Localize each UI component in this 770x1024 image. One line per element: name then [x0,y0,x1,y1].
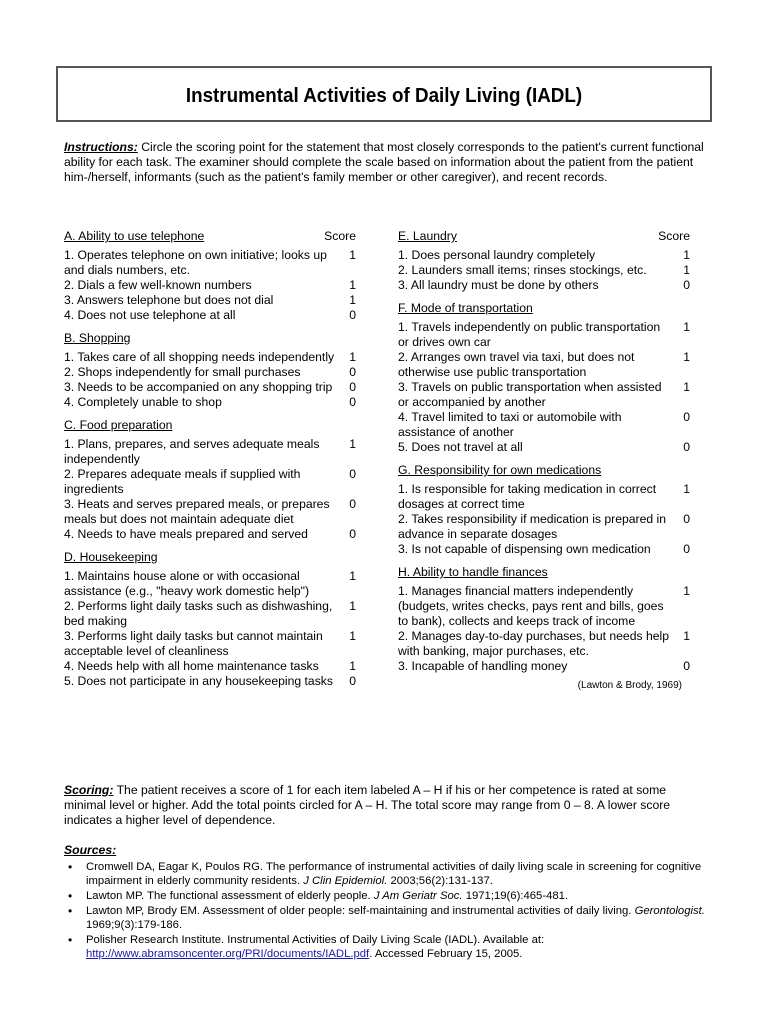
sources-list [64,860,710,961]
list-item [398,320,690,350]
scoring-text: The patient receives a score of 1 for each item labeled A – H if his or her competence is rated at some minimal level or higher. Add the total points circled for A – H. The total score may range from 0 – 8. A lower score indicates a higher level of dependence. [64,783,671,827]
list-item [398,410,690,440]
item-text: 3. Heats and serves prepared meals, or prepares meals but does not maintain adequate diet [64,497,330,526]
item-text: 3. Travels on public transportation when assisted or accompanied by another [398,380,662,409]
list-item [64,527,356,542]
source-journal: J Am Geriatr Soc. [373,890,463,902]
item-score[interactable]: 1 [349,629,356,643]
item-score[interactable]: 1 [349,293,356,307]
item-score[interactable]: 1 [349,278,356,292]
source-text: Polisher Research Institute. Instrumental Activities of Daily Living Scale (IADL). Available at: [86,934,545,946]
item-score[interactable]: 0 [349,497,356,511]
list-item [398,380,690,410]
list-item [398,542,690,557]
list-item [398,584,690,629]
source-text: 1971;19(6):465-481. [462,890,569,902]
item-score[interactable]: 0 [683,512,690,526]
list-item [64,293,356,308]
section-title: E. Laundry [398,229,457,243]
item-score[interactable]: 1 [349,659,356,673]
item-text: 2. Manages day-to-day purchases, but needs help with banking, major purchases, etc. [398,629,670,658]
source-item [86,933,710,961]
item-score[interactable]: 0 [683,542,690,556]
item-text: 2. Performs light daily tasks such as dishwashing, bed making [64,599,333,628]
item-text: 2. Takes responsibility if medication is prepared in advance in separate dosages [398,512,667,541]
list-item [64,674,356,689]
item-score[interactable]: 0 [349,527,356,541]
item-score[interactable]: 1 [683,248,690,262]
sources-label: Sources: [64,843,117,857]
source-item [86,860,710,888]
section-d [64,550,356,689]
item-text: 5. Does not participate in any housekeeping tasks [64,674,333,688]
item-text: 1. Maintains house alone or with occasional assistance (e.g., "heavy work domestic help") [64,569,310,598]
item-score[interactable]: 1 [683,350,690,364]
item-text: 5. Does not travel at all [398,440,523,454]
scoring-label: Scoring: [64,783,114,797]
item-text: 3. Answers telephone but does not dial [64,293,274,307]
section-title: A. Ability to use telephone [64,229,205,243]
source-text: Lawton MP, Brody EM. Assessment of older people: self-maintaining and instrumental activities of daily living. [86,905,635,917]
item-text: 2. Arranges own travel via taxi, but does not otherwise use public transportation [398,350,635,379]
title-box [56,66,712,122]
item-text: 4. Completely unable to shop [64,395,222,409]
list-item [64,569,356,599]
list-item [64,497,356,527]
item-text: 3. Performs light daily tasks but cannot maintain acceptable level of cleanliness [64,629,323,658]
item-text: 2. Prepares adequate meals if supplied with ingredients [64,467,301,496]
item-score[interactable]: 1 [349,350,356,364]
right-column [398,229,690,693]
item-score[interactable]: 0 [683,440,690,454]
instructions [64,140,710,185]
item-text: 3. Needs to be accompanied on any shopping trip [64,380,333,394]
item-score[interactable]: 1 [349,437,356,451]
source-text: Cromwell DA, Eagar K, Poulos RG. The performance of instrumental activities of daily living scale in screening for cognitive impairment in elderly community residents. [86,861,702,887]
list-item [398,629,690,659]
page-title: Instrumental Activities of Daily Living (IADL) [185,85,583,107]
list-item [64,437,356,467]
instructions-text: Circle the scoring point for the statement that most closely corresponds to the patient's current functional ability for each task. The examiner should complete the scale based on information about the patient from the patient him-/herself, informants (such as the patient's family member or other caregiver), and recent records. [64,140,704,184]
section-title: B. Shopping [64,331,131,345]
item-score[interactable]: 0 [683,659,690,673]
source-text: 1969;9(3):179-186. [86,919,183,931]
section-title: G. Responsibility for own medications [398,463,602,477]
citation: (Lawton & Brody, 1969) [577,680,682,691]
source-link[interactable]: http://www.abramsoncenter.org/PRI/documents/IADL.pdf [86,948,370,960]
item-text: 1. Operates telephone on own initiative; looks up and dials numbers, etc. [64,248,327,277]
source-journal: Gerontologist. [634,905,705,917]
section-title: C. Food preparation [64,418,173,432]
item-text: 3. Incapable of handling money [398,659,568,673]
item-score[interactable]: 1 [349,248,356,262]
source-item [86,889,710,903]
list-item [64,248,356,278]
item-score[interactable]: 1 [683,482,690,496]
item-score[interactable]: 1 [683,380,690,394]
list-item [64,308,356,323]
list-item [398,263,690,278]
item-score[interactable]: 1 [683,584,690,598]
item-score[interactable]: 1 [683,320,690,334]
item-score[interactable]: 0 [349,395,356,409]
section-g [398,463,690,557]
list-item [64,599,356,629]
item-text: 3. All laundry must be done by others [398,278,599,292]
item-score[interactable]: 0 [349,674,356,688]
item-text: 2. Dials a few well-known numbers [64,278,252,292]
item-score[interactable]: 0 [349,467,356,481]
list-item [64,278,356,293]
item-text: 1. Travels independently on public transportation or drives own car [398,320,661,349]
item-text: 4. Does not use telephone at all [64,308,236,322]
section-e [398,229,690,293]
item-text: 1. Plans, prepares, and serves adequate meals independently [64,437,320,466]
item-text: 1. Takes care of all shopping needs independently [64,350,335,364]
item-text: 2. Shops independently for small purchases [64,365,301,379]
item-score[interactable]: 1 [349,599,356,613]
section-title: H. Ability to handle finances [398,565,548,579]
item-text: 1. Is responsible for taking medication in correct dosages at correct time [398,482,657,511]
item-text: 1. Does personal laundry completely [398,248,596,262]
item-text: 3. Is not capable of dispensing own medication [398,542,651,556]
item-score[interactable]: 0 [683,278,690,292]
list-item [64,350,356,365]
item-score[interactable]: 1 [349,569,356,583]
source-text: Lawton MP. The functional assessment of elderly people. [86,890,374,902]
instructions-label: Instructions: [64,140,138,154]
item-text: 2. Launders small items; rinses stockings, etc. [398,263,647,277]
list-item [64,395,356,410]
source-text: . Accessed February 15, 2005. [369,948,523,960]
item-score[interactable]: 0 [349,380,356,394]
section-title: D. Housekeeping [64,550,158,564]
list-item [64,659,356,674]
list-item [64,365,356,380]
list-item [64,629,356,659]
item-text: 4. Needs help with all home maintenance tasks [64,659,319,673]
scoring [64,783,710,828]
source-journal: J Clin Epidemiol. [303,875,388,887]
section-title: F. Mode of transportation [398,301,533,315]
list-item [64,467,356,497]
list-item [398,248,690,263]
section-c [64,418,356,542]
section-b [64,331,356,410]
item-score[interactable]: 0 [349,308,356,322]
list-item [398,350,690,380]
list-item [398,482,690,512]
score-header: Score [324,229,356,243]
item-text: 4. Travel limited to taxi or automobile with assistance of another [398,410,622,439]
section-a [64,229,356,323]
list-item [398,278,690,293]
list-item [64,380,356,395]
item-text: 4. Needs to have meals prepared and served [64,527,308,541]
section-f [398,301,690,455]
left-column [64,229,356,689]
item-score[interactable]: 0 [349,365,356,379]
sources [64,843,710,962]
section-h [398,565,690,674]
source-text: 2003;56(2):131-137. [387,875,493,887]
list-item [398,659,690,674]
item-score[interactable]: 1 [683,263,690,277]
list-item [398,512,690,542]
item-score[interactable]: 0 [683,410,690,424]
item-score[interactable]: 1 [683,629,690,643]
score-header: Score [658,229,690,243]
source-item [86,904,710,932]
list-item [398,440,690,455]
item-text: 1. Manages financial matters independently (budgets, writes checks, pays rent and bills, goes to bank), collects and keeps track of income [398,584,664,628]
